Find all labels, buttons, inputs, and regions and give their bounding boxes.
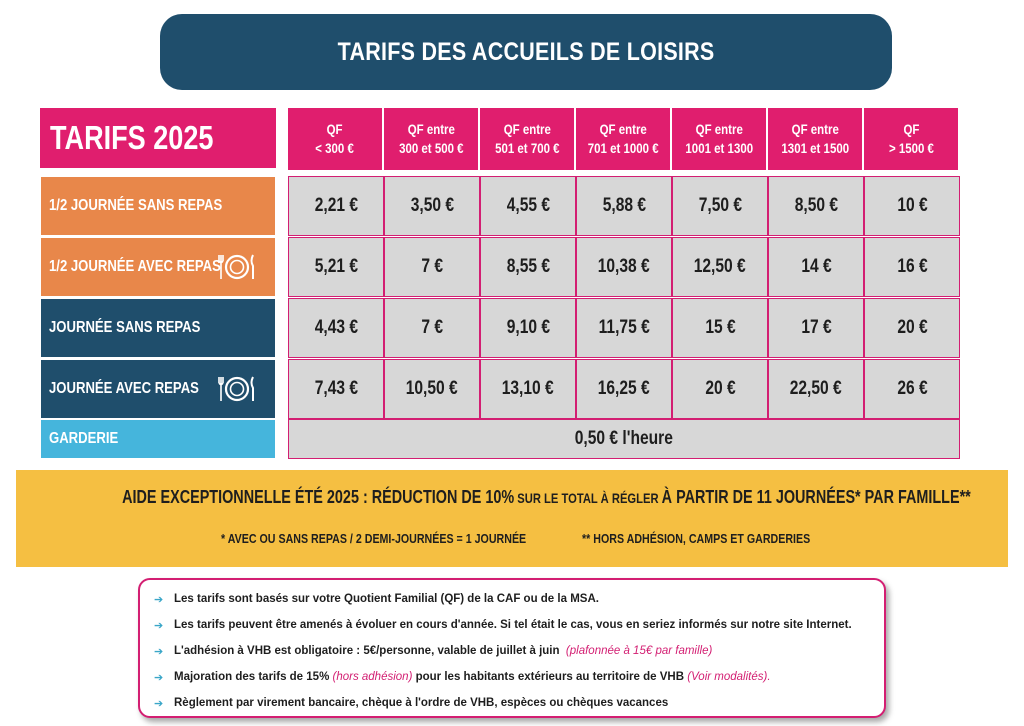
price-cell [768, 298, 864, 358]
aid-footnote-1-text: * AVEC OU SANS REPAS / 2 DEMI-JOURNÉES = 1 JOURNÉE [221, 531, 527, 546]
price-value: 16,25 € [598, 378, 650, 399]
price-cell [576, 298, 672, 358]
note-text: Les tarifs peuvent être amenés à évoluer en cours d'année. Si tel était le cas, vous en seriez informés sur notre site Internet. [174, 619, 852, 631]
price-value: 15 € [704, 317, 736, 338]
note-item [154, 586, 884, 612]
price-cell [480, 298, 576, 358]
row-label-text: JOURNÉE SANS REPAS [49, 319, 201, 336]
price-value: 5,88 € [602, 195, 646, 216]
aid-footnote-2 [582, 531, 860, 546]
row-label-4 [40, 359, 276, 419]
note-text: Règlement par virement bancaire, chèque à l'ordre de VHB, espèces ou chèques vacances [174, 697, 669, 709]
page-title-banner [160, 14, 892, 90]
column-header-1 [288, 108, 384, 170]
aid-headline-part2: SUR LE TOTAL À RÉGLER [514, 490, 662, 506]
tarifs-year-text: TARIFS 2025 [50, 119, 214, 156]
plate-cutlery-icon [217, 253, 257, 281]
price-cell [384, 359, 480, 419]
price-value: 8,55 € [506, 256, 550, 277]
column-header-text: QF entre 1001 et 1300 [685, 121, 753, 156]
column-header-2 [384, 108, 480, 170]
note-item [154, 664, 884, 690]
price-cell [864, 359, 960, 419]
page-title: TARIFS DES ACCUEILS DE LOISIRS [337, 37, 715, 66]
arrow-icon: ➔ [154, 619, 164, 632]
column-header-5 [672, 108, 768, 170]
price-cell [672, 298, 768, 358]
note-italic-2: (Voir modalités). [687, 671, 771, 683]
price-value: 10,50 € [406, 378, 458, 399]
price-cell [288, 237, 384, 297]
price-cell [288, 176, 384, 236]
info-notes-box [138, 578, 886, 718]
price-value: 8,50 € [794, 195, 838, 216]
price-cell [576, 359, 672, 419]
note-item [154, 612, 884, 638]
price-cell [480, 176, 576, 236]
price-value: 16 € [896, 256, 928, 277]
exceptional-aid-banner [16, 470, 1008, 567]
price-cell [864, 176, 960, 236]
price-value: 7 € [421, 256, 443, 277]
column-header-text: QF entre 701 et 1000 € [587, 121, 659, 156]
price-value: 7,43 € [314, 378, 358, 399]
note-item [154, 638, 884, 664]
row-label-text: 1/2 JOURNÉE SANS REPAS [49, 197, 223, 214]
note-text: L'adhésion à VHB est obligatoire : 5€/personne, valable de juillet à juin [174, 645, 560, 657]
note-text: Les tarifs sont basés sur votre Quotient Familial (QF) de la CAF ou de la MSA. [174, 593, 599, 605]
price-cell [768, 176, 864, 236]
column-header-4 [576, 108, 672, 170]
price-cell [576, 237, 672, 297]
price-value: 20 € [704, 378, 736, 399]
price-value: 3,50 € [410, 195, 454, 216]
price-cell [672, 237, 768, 297]
price-value: 17 € [800, 317, 832, 338]
price-cell [384, 298, 480, 358]
note-tail: pour les habitants extérieurs au territoire de VHB [415, 671, 685, 683]
price-value: 10,38 € [598, 256, 650, 277]
price-cell [768, 359, 864, 419]
price-cell [864, 298, 960, 358]
price-value: 9,10 € [506, 317, 550, 338]
price-value: 7,50 € [698, 195, 742, 216]
column-header-text: QF entre 1301 et 1500 [781, 121, 849, 156]
price-value: 4,55 € [506, 195, 550, 216]
aid-headline-part3: À PARTIR DE 11 JOURNÉES* PAR FAMILLE** [661, 487, 971, 507]
note-text: Majoration des tarifs de 15% [174, 671, 330, 683]
price-value: 26 € [896, 378, 928, 399]
aid-footnote-2-text: ** HORS ADHÉSION, CAMPS ET GARDERIES [582, 531, 811, 546]
column-header-3 [480, 108, 576, 170]
arrow-icon: ➔ [154, 593, 164, 606]
arrow-icon: ➔ [154, 671, 164, 684]
price-value: 22,50 € [790, 378, 842, 399]
column-header-6 [768, 108, 864, 170]
row-label-text: 1/2 JOURNÉE AVEC REPAS [49, 258, 221, 275]
garderie-price-cell [288, 419, 960, 459]
garderie-label [40, 419, 276, 459]
price-value: 4,43 € [314, 317, 358, 338]
aid-footnote-1 [221, 531, 593, 546]
column-header-7 [864, 108, 960, 170]
price-cell [288, 298, 384, 358]
price-cell [672, 176, 768, 236]
price-value: 20 € [896, 317, 928, 338]
tarifs-year-label [40, 108, 276, 168]
price-value: 11,75 € [598, 317, 650, 338]
price-value: 10 € [896, 195, 928, 216]
price-value: 12,50 € [694, 256, 746, 277]
column-header-text: QF < 300 € [315, 121, 355, 156]
note-italic: (hors adhésion) [332, 671, 413, 683]
row-label-1 [40, 176, 276, 236]
price-value: 7 € [421, 317, 443, 338]
garderie-label-text: GARDERIE [49, 430, 119, 447]
aid-headline [16, 487, 1008, 508]
column-header-text: QF entre 501 et 700 € [494, 121, 560, 156]
arrow-icon: ➔ [154, 697, 164, 710]
note-italic: (plafonnée à 15€ par famille) [565, 645, 713, 657]
row-label-3 [40, 298, 276, 358]
arrow-icon: ➔ [154, 645, 164, 658]
price-cell [384, 237, 480, 297]
price-value: 14 € [800, 256, 832, 277]
plate-cutlery-icon [217, 375, 257, 403]
aid-headline-part1: AIDE EXCEPTIONNELLE ÉTÉ 2025 : RÉDUCTION DE 10% [122, 487, 515, 507]
price-cell [576, 176, 672, 236]
price-value: 13,10 € [502, 378, 554, 399]
column-header-text: QF entre 300 et 500 € [398, 121, 464, 156]
price-cell [480, 359, 576, 419]
price-cell [768, 237, 864, 297]
column-header-text: QF > 1500 € [888, 121, 934, 156]
garderie-price: 0,50 € l'heure [574, 428, 674, 449]
price-cell [384, 176, 480, 236]
price-cell [480, 237, 576, 297]
price-cell [672, 359, 768, 419]
row-label-text: JOURNÉE AVEC REPAS [49, 380, 199, 397]
note-item [154, 690, 884, 716]
row-label-2 [40, 237, 276, 297]
price-cell [288, 359, 384, 419]
price-cell [864, 237, 960, 297]
price-value: 2,21 € [314, 195, 358, 216]
price-value: 5,21 € [314, 256, 358, 277]
